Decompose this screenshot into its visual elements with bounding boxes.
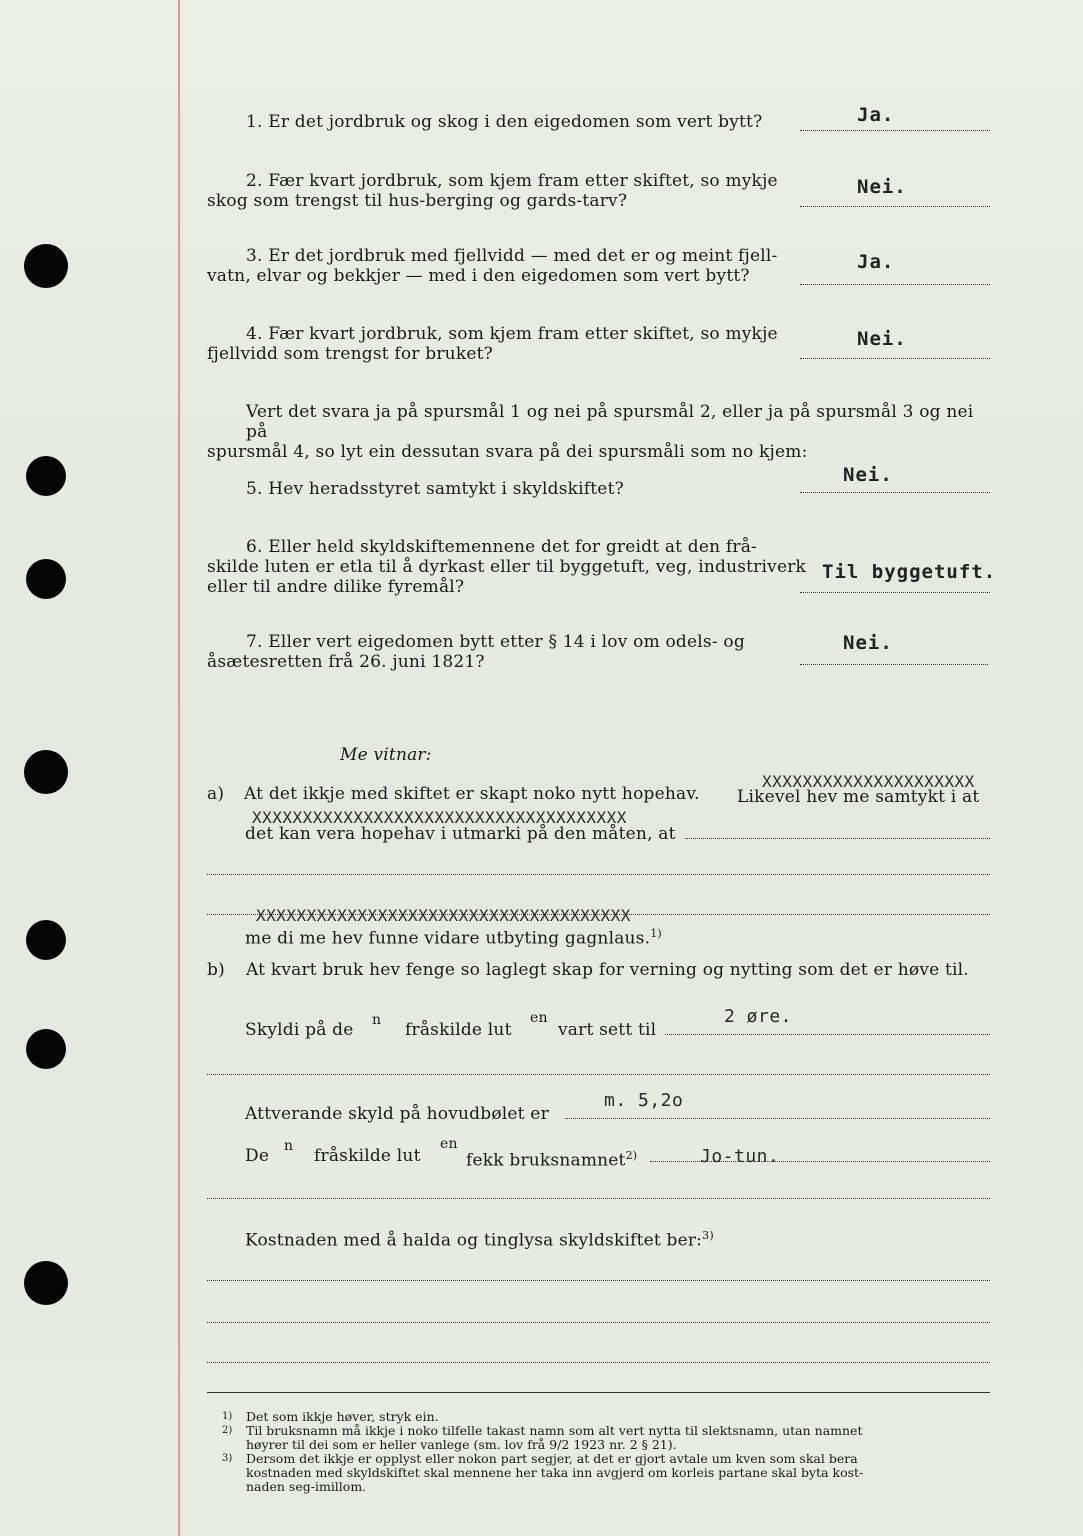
footnote-3 [222, 1452, 997, 1494]
punch-hole [26, 456, 66, 496]
answer-1: Ja. [857, 104, 895, 126]
answer-line [800, 284, 990, 285]
answer-line [800, 664, 988, 665]
answer-line [800, 358, 990, 359]
question-text: 2. Fær kvart jordbruk, som kjem fram etter skiftet, so mykje [246, 171, 778, 191]
question-text: skilde luten er etla til å dyrkast eller til byggetuft, veg, industriverk [207, 557, 807, 577]
clause-a-struck-text: Likevel hev me samtykt i at [737, 787, 980, 807]
fill-line [207, 1280, 990, 1281]
strike-through-xs: XXXXXXXXXXXXXXXXXXXXXXXXXXXXXXXXXXXXX [252, 808, 627, 827]
skyld-superscript-n: n [372, 1012, 382, 1028]
question-1 [246, 112, 806, 132]
answer-line [800, 492, 990, 493]
answer-7: Nei. [843, 632, 893, 654]
bruksnamn-superscript-n: n [284, 1138, 294, 1154]
strike-through-xs: XXXXXXXXXXXXXXXXXXXXXXXXXXXXXXXXXXXXX [256, 906, 631, 925]
footnote-text: høyrer til dei som er heller vanlege (sm. lov frå 9/2 1923 nr. 2 § 21). [246, 1437, 677, 1452]
skyld-superscript-en: en [530, 1010, 548, 1026]
question-7 [207, 632, 807, 672]
footnote-text: Det som ikkje høver, stryk ein. [246, 1409, 439, 1424]
skyld-mid: fråskilde lut [405, 1020, 512, 1040]
clause-b-text: At kvart bruk hev fenge so laglegt skap for verning og nytting som det er høve til. [246, 960, 969, 980]
punch-hole [26, 920, 66, 960]
attverande-label: Attverande skyld på hovudbølet er [245, 1104, 549, 1124]
question-text: fjellvidd som trengst for bruket? [207, 344, 493, 364]
footnote-number: 3) [222, 1453, 233, 1464]
question-text: åsætesretten frå 26. juni 1821? [207, 652, 485, 672]
fill-line [207, 1322, 990, 1323]
bruksnamn-prefix: De [245, 1146, 270, 1166]
answer-3: Ja. [857, 251, 895, 273]
footnote-ref: 2) [625, 1149, 638, 1162]
bruksnamn-superscript-en: en [440, 1136, 458, 1152]
bruksnamn-mid: fråskilde lut [314, 1146, 421, 1166]
clause-a-struck-text-body: me di me hev funne vidare utbyting gagnlaus. [245, 928, 651, 949]
fill-line [665, 1034, 990, 1035]
answer-2: Nei. [857, 176, 907, 198]
footnote-text: Til bruksnamn må ikkje i noko tilfelle takast namn som alt vert nytta til slektsnamn, utan namnet [246, 1423, 863, 1438]
answer-6: Til byggetuft. [822, 561, 997, 583]
fill-line [685, 838, 990, 839]
question-6 [207, 537, 812, 597]
margin-line [178, 0, 180, 1536]
footnote-text: kostnaden med skyldskiftet skal mennene her taka inn avgjerd om korleis partane skal byta kost- [246, 1465, 864, 1480]
answer-4: Nei. [857, 328, 907, 350]
intro-text: spursmål 4, so lyt ein dessutan svara på dei spursmåli som no kjem: [207, 442, 808, 462]
question-text: skog som trengst til hus-berging og gards-tarv? [207, 191, 628, 211]
question-4 [207, 324, 802, 364]
answer-line [800, 206, 990, 207]
fill-line [207, 874, 990, 875]
question-3 [207, 246, 802, 286]
kostnad-label [245, 1226, 714, 1251]
bruksnamn-value: Jo-tun. [700, 1146, 780, 1167]
clause-a-label: a) [207, 784, 225, 804]
footnote-ref: 1) [650, 927, 662, 940]
question-text: 3. Er det jordbruk med fjellvidd — med det er og meint fjell- [246, 246, 778, 266]
skyld-suffix: vart sett til [558, 1020, 657, 1040]
kostnad-label-text: Kostnaden med å halda og tinglysa skyldskiftet ber: [245, 1230, 703, 1251]
fill-line [207, 1362, 990, 1363]
strike-through-xs: XXXXXXXXXXXXXXXXXXXXX [762, 772, 975, 791]
question-2 [207, 171, 802, 211]
question-text: eller til andre dilike fyremål? [207, 577, 465, 597]
clause-a-struck-text: det kan vera hopehav i utmarki på den måten, at [245, 824, 676, 844]
fill-line [207, 1074, 990, 1075]
footnote-1 [222, 1410, 997, 1424]
bruksnamn-suffix-text: fekk bruksnamnet [466, 1150, 626, 1171]
clause-b-label: b) [207, 960, 225, 980]
fill-line [207, 1198, 990, 1199]
question-text: 4. Fær kvart jordbruk, som kjem fram etter skiftet, so mykje [246, 324, 778, 344]
punch-hole [24, 244, 68, 288]
punch-hole [26, 1029, 66, 1069]
question-text: 6. Eller held skyldskiftemennene det for greidt at den frå- [246, 537, 758, 557]
footnote-text: Dersom det ikkje er opplyst eller nokon part segjer, at det er gjort avtale um kven som skal bera [246, 1451, 858, 1466]
attverande-value: m. 5,2o [604, 1090, 684, 1111]
footnote-number: 1) [222, 1411, 233, 1422]
punch-hole [26, 559, 66, 599]
clause-a-text: At det ikkje med skiftet er skapt noko nytt hopehav. [244, 784, 700, 804]
answer-line [800, 130, 990, 131]
footnote-ref: 3) [702, 1229, 714, 1242]
punch-hole [24, 750, 68, 794]
footnotes [222, 1410, 997, 1494]
skyld-prefix: Skyldi på de [245, 1020, 354, 1040]
bruksnamn-suffix [466, 1146, 637, 1171]
footnote-text: naden seg-imillom. [246, 1479, 367, 1494]
skyld-value: 2 øre. [724, 1006, 793, 1027]
intro-paragraph [207, 402, 997, 462]
question-text: 1. Er det jordbruk og skog i den eigedomen som vert bytt? [246, 112, 763, 132]
question-text: 7. Eller vert eigedomen bytt etter § 14 i lov om odels- og [246, 632, 745, 652]
footnote-number: 2) [222, 1425, 233, 1436]
footnote-2 [222, 1424, 997, 1452]
punch-hole [24, 1261, 68, 1305]
answer-line [800, 592, 990, 593]
footnote-rule [207, 1392, 990, 1393]
intro-text: Vert det svara ja på spursmål 1 og nei på spursmål 2, eller ja på spursmål 3 og nei på [246, 402, 974, 442]
witness-heading: Me vitnar: [340, 745, 432, 765]
question-text: vatn, elvar og bekkjer — med i den eigedomen som vert bytt? [207, 266, 750, 286]
question-5 [246, 479, 806, 499]
question-text: 5. Hev heradsstyret samtykt i skyldskiftet? [246, 479, 624, 499]
fill-line [565, 1118, 990, 1119]
clause-a-struck-text [245, 924, 662, 949]
answer-5: Nei. [843, 464, 893, 486]
